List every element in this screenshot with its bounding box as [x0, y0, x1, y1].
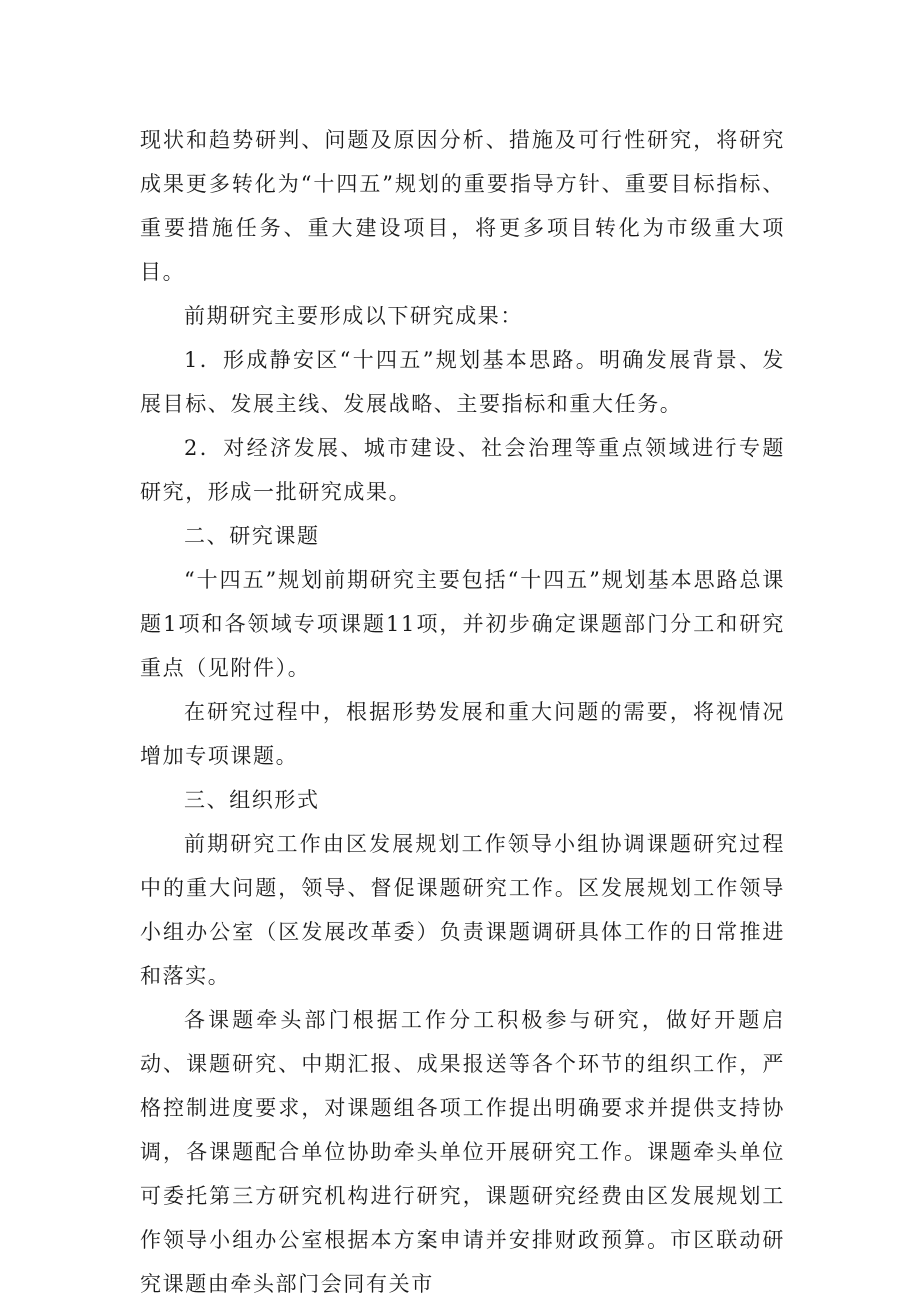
paragraph-topics-scope: “十四五”规划前期研究主要包括“十四五”规划基本思路总课题1项和各领域专项课题11项，并初步确定课题部门分工和研究重点（见附件）。 — [140, 568, 785, 680]
document-body — [140, 118, 785, 1306]
section-heading-organization: 三、组织形式 — [184, 788, 320, 812]
paragraph-organization-leadership: 前期研究工作由区发展规划工作领导小组协调课题研究过程中的重大问题，领导、督促课题研究工作。区发展规划工作领导小组办公室（区发展改革委）负责课题调研具体工作的日常推进和落实。 — [140, 832, 785, 988]
paragraph-organization-departments: 各课题牵头部门根据工作分工积极参与研究，做好开题启动、课题研究、中期汇报、成果报送等各个环节的组织工作，严格控制进度要求，对课题组各项工作提出明确要求并提供支持协调，各课题配合单位协助牵头单位开展研究工作。课题牵头单位可委托第三方研究机构进行研究，课题研究经费由区发展规划工作领导小组办公室根据本方案申请并安排财政预算。市区联动研究课题由牵头部门会同有关市 — [140, 1008, 785, 1296]
paragraph-result-1: 1．形成静安区“十四五”规划基本思路。明确发展背景、发展目标、发展主线、发展战略、主要指标和重大任务。 — [140, 348, 785, 416]
paragraph-topics-additional: 在研究过程中，根据形势发展和重大问题的需要，将视情况增加专项课题。 — [140, 700, 785, 768]
section-heading-research-topics: 二、研究课题 — [184, 524, 320, 548]
paragraph-result-2: 2．对经济发展、城市建设、社会治理等重点领域进行专题研究，形成一批研究成果。 — [140, 436, 785, 504]
paragraph-continuation: 现状和趋势研判、问题及原因分析、措施及可行性研究，将研究成果更多转化为“十四五”规划的重要指导方针、重要目标指标、重要措施任务、重大建设项目，将更多项目转化为市级重大项目。 — [140, 128, 785, 284]
paragraph-results-intro: 前期研究主要形成以下研究成果： — [184, 304, 523, 328]
